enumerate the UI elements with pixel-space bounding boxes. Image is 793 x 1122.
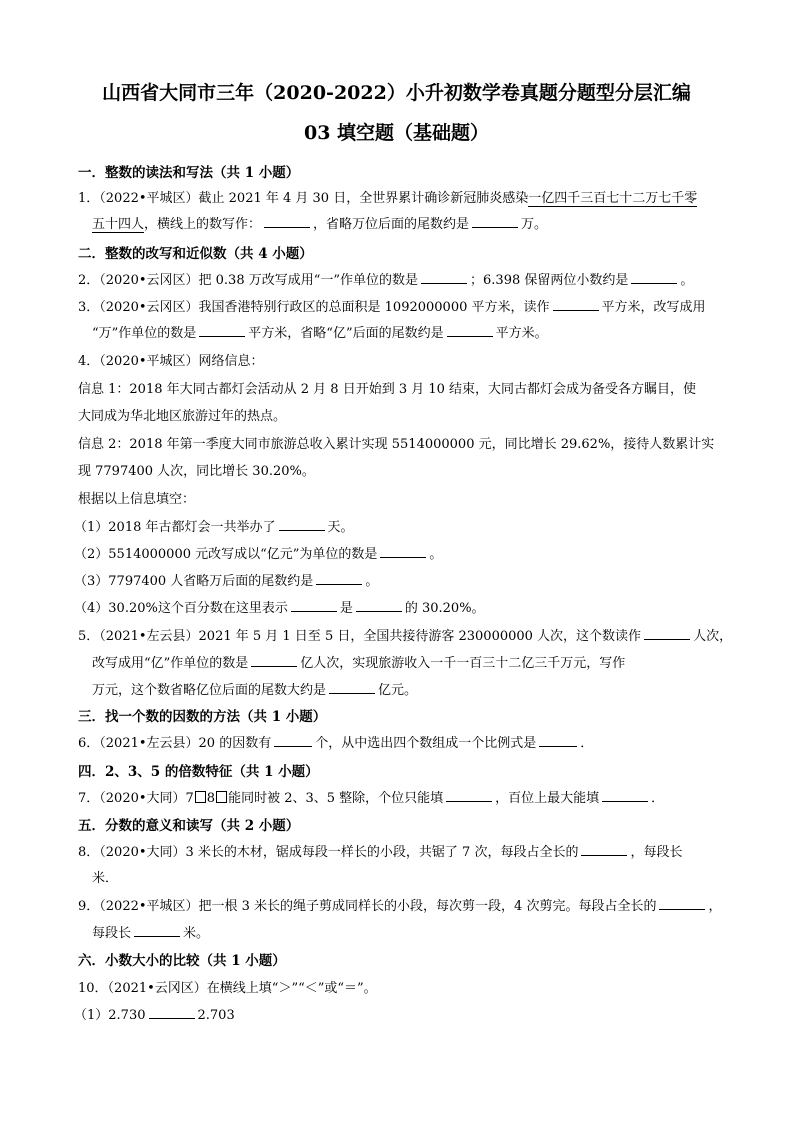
question-9-line-2: [92, 922, 209, 941]
q4-text: 天。: [327, 520, 354, 535]
question-10-part-1: [74, 1004, 235, 1023]
answer-blank[interactable]: [539, 734, 577, 747]
answer-blank[interactable]: [659, 897, 705, 910]
q9-text: 每段长: [92, 926, 132, 941]
q4-text: （4）30.20%这个百分数在这里表示: [74, 601, 288, 616]
question-4-part-1: [74, 516, 354, 535]
question-5-line-2: [92, 652, 625, 671]
question-1-line-2: [92, 213, 547, 232]
question-4-part-3: [74, 570, 378, 589]
q7-text: 能同时被 2、3、5 整除，个位只能填: [228, 791, 444, 806]
q2-text: 。: [680, 273, 694, 288]
answer-blank[interactable]: [356, 599, 402, 612]
answer-blank[interactable]: [581, 843, 627, 856]
q7-text: 7．（2020•大同）7: [78, 791, 194, 806]
answer-blank[interactable]: [134, 924, 180, 937]
q10-text: （1）2.730: [74, 1008, 146, 1023]
q10-text: 2.703: [197, 1008, 235, 1023]
question-5-line-3: [92, 679, 417, 698]
q6-text: 6．（2021•左云县）20 的因数有: [78, 736, 272, 751]
q1-text: 1．（2022•平城区）截止 2021 年 4 月 30 日，全世界累计确诊新冠肺炎感染: [78, 191, 529, 206]
q8-text: ，每段长: [630, 845, 683, 860]
q4-text: （3）7797400 人省略万后面的尾数约是: [74, 574, 314, 589]
question-4-info-1a: 信息 1：2018 年大同古都灯会活动从 2 月 8 日开始到 3 月 10 结束，大同古都灯会成为备受各方瞩目，使: [78, 382, 697, 397]
section-heading-1: 一．整数的读法和写法（共 1 小题）: [78, 165, 300, 181]
q7-text: ，百位上最大能填: [495, 791, 600, 806]
q1-text: ，省略万位后面的尾数约是: [313, 217, 470, 232]
q4-text: 是: [339, 601, 353, 616]
question-4-header: 4．（2020•平城区）网络信息：: [78, 354, 264, 369]
answer-blank[interactable]: [553, 298, 599, 311]
q3-text: 平方米。: [495, 326, 548, 341]
q2-text: 2．（2020•云冈区）把 0.38 万改写成用“一”作单位的数是: [78, 273, 419, 288]
answer-blank[interactable]: [472, 215, 518, 228]
digit-box[interactable]: [216, 791, 227, 803]
answer-blank[interactable]: [316, 572, 362, 585]
answer-blank[interactable]: [291, 599, 337, 612]
answer-blank[interactable]: [274, 734, 312, 747]
question-4-info-2b: 现 7797400 人次，同比增长 30.20%。: [78, 464, 315, 479]
q4-text: 的 30.20%。: [404, 601, 485, 616]
question-4-prompt: 根据以上信息填空：: [78, 492, 196, 507]
q3-text: 平方米，改写成用: [601, 300, 706, 315]
answer-blank[interactable]: [631, 271, 677, 284]
section-heading-4: 四．2、3、5 的倍数特征（共 1 小题）: [78, 764, 319, 780]
q3-text: 平方米，省略“亿”后面的尾数约是: [248, 326, 444, 341]
q4-text: 。: [365, 574, 379, 589]
q4-text: （2）5514000000 元改写成以“亿元”为单位的数是: [74, 547, 378, 562]
answer-blank[interactable]: [251, 654, 297, 667]
q2-text: ；6.398 保留两位小数约是: [470, 273, 629, 288]
answer-blank[interactable]: [602, 789, 648, 802]
q5-text: 亿人次，实现旅游收入一千一百三十二亿三千万元，写作: [300, 656, 626, 671]
q5-text: 改写成用“亿”作单位的数是: [92, 656, 249, 671]
answer-blank[interactable]: [199, 324, 245, 337]
question-4-info-1b: 大同成为华北地区旅游过年的热点。: [78, 409, 287, 424]
digit-box[interactable]: [195, 791, 206, 803]
section-heading-3: 三．找一个数的因数的方法（共 1 小题）: [78, 709, 327, 725]
q9-text: 9．（2022•平城区）把一根 3 米长的绳子剪成同样长的小段，每次剪一段，4 次剪完。每段占全长的: [78, 899, 657, 914]
document-title: 山西省大同市三年（2020-2022）小升初数学卷真题分题型分层汇编: [102, 82, 691, 104]
answer-blank[interactable]: [380, 545, 426, 558]
question-3-line-2: [92, 322, 548, 341]
question-8-line-1: [78, 841, 682, 860]
q3-text: 3．（2020•云冈区）我国香港特别行政区的总面积是 1092000000 平方米，读作: [78, 300, 550, 315]
q1-underlined-number: 一亿四千三百七十二万七千零: [528, 191, 698, 206]
q6-text: 个，从中选出四个数组成一个比例式是: [315, 736, 537, 751]
question-2: [78, 269, 693, 288]
question-3-line-1: [78, 296, 706, 315]
question-4-part-4: [74, 597, 485, 616]
answer-blank[interactable]: [644, 627, 690, 640]
q7-text: ．: [651, 791, 665, 806]
q6-text: ．: [580, 736, 594, 751]
document-subtitle: 03 填空题（基础题）: [303, 122, 490, 144]
answer-blank[interactable]: [149, 1006, 195, 1019]
q9-text: ，: [708, 899, 722, 914]
answer-blank[interactable]: [329, 681, 375, 694]
q8-text: 8．（2020•大同）3 米长的木材，锯成每段一样长的小段，共锯了 7 次，每段占全长的: [78, 845, 579, 860]
q1-text: ，横线上的数写作：: [144, 217, 262, 232]
question-1-line-1: [78, 187, 697, 206]
question-4-part-2: [74, 543, 442, 562]
question-5-line-1: [78, 625, 732, 644]
q1-text: 万。: [521, 217, 548, 232]
question-4-info-2a: 信息 2：2018 年第一季度大同市旅游总收入累计实现 5514000000 元，同比增长 29.62%，接待人数累计实: [78, 437, 715, 452]
q3-text: “万”作单位的数是: [92, 326, 197, 341]
answer-blank[interactable]: [279, 518, 325, 531]
answer-blank[interactable]: [447, 324, 493, 337]
section-heading-6: 六．小数大小的比较（共 1 小题）: [78, 953, 286, 969]
q1-underlined-number-end: 五十四人: [92, 217, 145, 232]
question-8-line-2: 米．: [92, 871, 119, 886]
question-10: 10．（2021•云冈区）在横线上填“＞”“＜”或“＝”。: [78, 981, 377, 996]
section-heading-5: 五．分数的意义和读写（共 2 小题）: [78, 818, 300, 834]
q5-text: 亿元。: [378, 683, 418, 698]
q5-text: 人次，: [693, 629, 733, 644]
answer-blank[interactable]: [446, 789, 492, 802]
question-9-line-1: [78, 895, 721, 914]
question-7: [78, 787, 664, 806]
q5-text: 5．（2021•左云县）2021 年 5 月 1 日至 5 日，全国共接待游客 230000000 人次，这个数读作: [78, 629, 642, 644]
section-heading-2: 二．整数的改写和近似数（共 4 小题）: [78, 246, 313, 262]
answer-blank[interactable]: [264, 215, 310, 228]
q5-text: 万元，这个数省略亿位后面的尾数大约是: [92, 683, 327, 698]
question-6: [78, 732, 593, 751]
answer-blank[interactable]: [421, 271, 467, 284]
q9-text: 米。: [183, 926, 210, 941]
q4-text: 。: [429, 547, 443, 562]
q7-text: 8: [206, 791, 216, 806]
q4-text: （1）2018 年古都灯会一共举办了: [74, 520, 276, 535]
